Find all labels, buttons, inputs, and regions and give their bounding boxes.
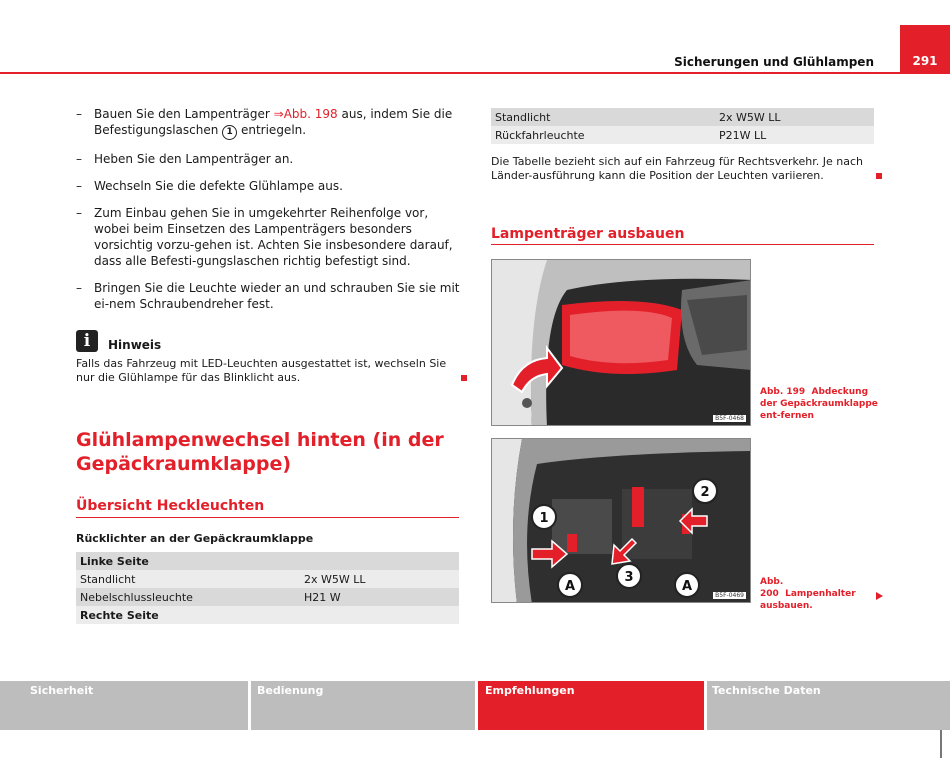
instruction-steps (76, 106, 461, 323)
figure-caption-text: Abdeckung der Gepäckraumklappe ent-fernen (760, 387, 878, 421)
step-3 (76, 178, 461, 194)
callout-3: 3 (624, 570, 634, 585)
callout-a-left: A (564, 579, 576, 594)
info-icon: i (76, 330, 98, 352)
lamp-holder-illustration (492, 439, 751, 603)
table-group-row (76, 552, 459, 570)
nav-tab-empfehlungen[interactable]: Empfehlungen (478, 681, 704, 730)
page-number: 291 (912, 54, 938, 68)
figure-code: B5F-0468 (715, 415, 744, 422)
figure-caption-number: Abb. 199 (760, 387, 806, 397)
section-title: Glühlampenwechsel hinten (in der Gepäckraumklappe) (76, 429, 444, 475)
continue-arrow-icon (876, 592, 883, 600)
step-4 (76, 205, 461, 269)
figure-caption-number: Abb. 200 (760, 577, 784, 599)
figure-caption (760, 386, 880, 422)
table-group-row (76, 606, 459, 624)
section-end-marker (876, 173, 882, 179)
header-rule (0, 72, 900, 74)
step-dash: – (76, 206, 82, 220)
lamp-section-rule (491, 244, 874, 245)
subsection-rule (76, 517, 459, 518)
table-cell-value: H21 W (300, 588, 459, 606)
table-cell-label: Standlicht (491, 108, 715, 126)
subsection-title: Übersicht Heckleuchten (76, 498, 265, 514)
step-text: entriegeln. (237, 123, 307, 137)
note-text: Falls das Fahrzeug mit LED-Leuchten ausgestattet ist, wechseln Sie nur die Glühlampe für das Blinklicht aus. (76, 357, 447, 384)
step-dash: – (76, 281, 82, 295)
running-header-title: Sicherungen und Glühlampen (674, 55, 874, 69)
page-edge-marker (940, 730, 942, 758)
lamp-section-title: Lampenträger ausbauen (491, 226, 685, 242)
table-row (491, 126, 874, 144)
table-group-label: Rechte Seite (76, 606, 459, 624)
figure-lamp-holder (491, 438, 751, 603)
callout-2: 2 (700, 485, 710, 500)
right-lights-table (491, 108, 874, 144)
step-text: Wechseln Sie die defekte Glühlampe aus. (94, 179, 343, 193)
table-row (491, 108, 874, 126)
figure-trunk-cover (491, 259, 751, 426)
nav-tab-technische-daten[interactable]: Technische Daten (707, 681, 950, 730)
step-2 (76, 151, 461, 167)
callout-a-right: A (681, 579, 693, 594)
figure-reference-link[interactable]: ⇒Abb. 198 (273, 107, 338, 121)
callout-1: 1 (539, 511, 549, 526)
table-cell-value: P21W LL (715, 126, 874, 144)
step-dash: – (76, 107, 82, 121)
table-cell-label: Rückfahrleuchte (491, 126, 715, 144)
step-5 (76, 280, 461, 312)
table-cell-label: Nebelschlussleuchte (76, 588, 300, 606)
step-text: aus, indem Sie die Befestigungslaschen (94, 107, 453, 137)
callout-number-badge: 1 (222, 125, 237, 140)
step-text: Zum Einbau gehen Sie in umgekehrter Reihenfolge vor, wobei beim Einsetzen des Lampenträgers besonders vorsichtig vorzu-gehen ist. Achten Sie insbesondere darauf, dass alle Befesti-gungslaschen richtig befestigt sind. (94, 206, 453, 268)
table-row (76, 588, 459, 606)
nav-tab-sicherheit[interactable]: Sicherheit (0, 681, 248, 730)
table-footnote: Die Tabelle bezieht sich auf ein Fahrzeug für Rechtsverkehr. Je nach Länder-ausführung kann die Position der Leuchten variieren. (491, 155, 864, 182)
figure-caption-text: Lampenhalter ausbauen. (760, 589, 856, 611)
table-cell-value: 2x W5W LL (300, 570, 459, 588)
step-text: Bauen Sie den Lampenträger (94, 107, 274, 121)
table-cell-value: 2x W5W LL (715, 108, 874, 126)
table-cell-label: Standlicht (76, 570, 300, 588)
figure-code: B5F-0469 (715, 592, 744, 599)
table-group-label: Linke Seite (76, 552, 459, 570)
trunk-cover-illustration (492, 260, 751, 426)
rear-lights-table (76, 552, 459, 624)
table-caption: Rücklichter an der Gepäckraumklappe (76, 532, 314, 545)
step-dash: – (76, 152, 82, 166)
figure-caption (760, 576, 880, 612)
step-dash: – (76, 179, 82, 193)
step-1 (76, 106, 461, 140)
nav-tab-bedienung[interactable]: Bedienung (251, 681, 475, 730)
step-text: Bringen Sie die Leuchte wieder an und schrauben Sie sie mit ei-nem Schraubendreher fest. (94, 281, 460, 311)
table-row (76, 570, 459, 588)
page-number-tab (900, 25, 950, 74)
step-text: Heben Sie den Lampenträger an. (94, 152, 294, 166)
note-title: Hinweis (108, 338, 162, 352)
section-end-marker (461, 375, 467, 381)
